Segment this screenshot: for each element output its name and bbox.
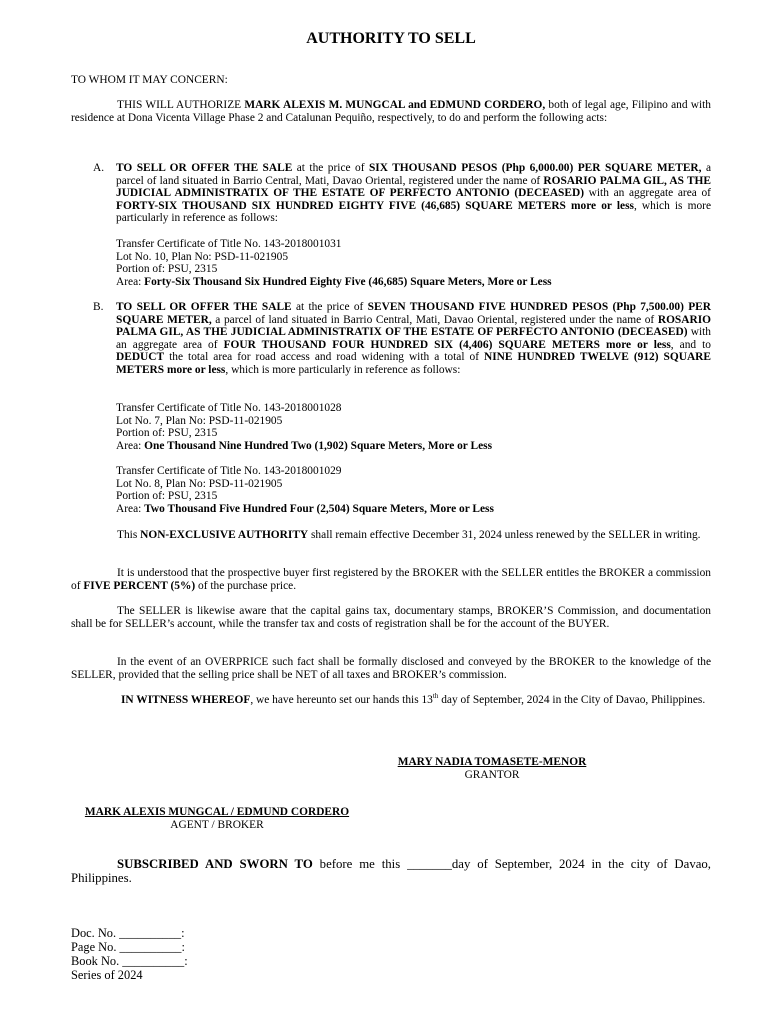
- authorized-persons: MARK ALEXIS M. MUNGCAL and EDMUND CORDERO,: [244, 99, 546, 111]
- portion: Portion of: PSU, 2315: [116, 490, 218, 503]
- sworn-paragraph: SUBSCRIBED AND SWORN TO before me this _______day of September, 2024 in the city of Davao, Philippines.: [71, 857, 711, 886]
- lot-number: Lot No. 7, Plan No: PSD-11-021905: [116, 414, 283, 427]
- lot-number: Lot No. 10, Plan No: PSD-11-021905: [116, 250, 289, 263]
- list-marker-b: B.: [93, 301, 104, 313]
- witness-paragraph: IN WITNESS WHEREOF, we have hereunto set our hands this 13th day of September, 2024 in the City of Davao, Philippines.: [121, 692, 706, 706]
- area: Area: Forty-Six Thousand Six Hundred Eighty Five (46,685) Square Meters, More or Less: [116, 275, 552, 288]
- grantor-role: GRANTOR: [464, 769, 520, 781]
- commission-paragraph: It is understood that the prospective buyer first registered by the BROKER with the SELLER entitles the BROKER a commission of FIVE PERCENT (5%) of the purchase price.: [71, 567, 711, 592]
- area: Area: One Thousand Nine Hundred Two (1,902) Square Meters, More or Less: [116, 439, 493, 452]
- intro-paragraph: THIS WILL AUTHORIZE MARK ALEXIS M. MUNGCAL and EDMUND CORDERO, both of legal age, Filipino and with residence at Dona Vicenta Village Phase 2 and Catalunan Pequiño, respectively, to do and perform the following acts:: [71, 99, 712, 124]
- area: Area: Two Thousand Five Hundred Four (2,504) Square Meters, More or Less: [116, 502, 494, 515]
- lot-number: Lot No. 8, Plan No: PSD-11-021905: [116, 477, 283, 490]
- agent-name: MARK ALEXIS MUNGCAL / EDMUND CORDERO: [84, 806, 350, 818]
- series: Series of 2024: [71, 968, 143, 982]
- book-number: Book No. __________:: [71, 954, 188, 968]
- title-number: Transfer Certificate of Title No. 143-2018001028: [116, 402, 342, 414]
- overprice-paragraph: In the event of an OVERPRICE such fact shall be formally disclosed and conveyed by the BROKER to the knowledge of the SELLER, provided that the selling price shall be NET of all taxes and BROKER’s commission.: [71, 656, 711, 681]
- title-number: Transfer Certificate of Title No. 143-2018001031: [116, 238, 342, 250]
- notary-block: [71, 926, 188, 982]
- item-b-lot7-details: [116, 402, 711, 452]
- grantor-name: MARY NADIA TOMASETE-MENOR: [397, 756, 587, 768]
- list-marker-a: A.: [93, 162, 105, 174]
- item-b-text: TO SELL OR OFFER THE SALE at the price of SEVEN THOUSAND FIVE HUNDRED PESOS (Php 7,500.00) PER SQUARE METER, a parcel of land situated in Barrio Central, Mati, Davao Oriental, registered under the name of ROSARIO PALMA GIL, AS THE JUDICIAL ADMINISTRATIX OF THE ESTATE OF PERFECTO ANTONIO (DECEASED) with an aggregate area of FOUR THOUSAND FOUR HUNDRED SIX (4,406) SQUARE METERS more or less, and to DEDUCT the total area for road access and road widening with a total of NINE HUNDRED TWELVE (912) SQUARE METERS more or less, which is more particularly in reference as follows:: [116, 301, 712, 376]
- item-a-title-details: [116, 238, 711, 288]
- document-title: AUTHORITY TO SELL: [306, 30, 476, 47]
- item-a-text: TO SELL OR OFFER THE SALE at the price of SIX THOUSAND PESOS (Php 6,000.00) PER SQUARE METER, a parcel of land situated in Barrio Central, Mati, Davao Oriental, registered under the name of ROSARIO PALMA GIL, AS THE JUDICIAL ADMINISTRATIX OF THE ESTATE OF PERFECTO ANTONIO (DECEASED) with an aggregate area of FORTY-SIX THOUSAND SIX HUNDRED EIGHTY FIVE (46,685) SQUARE METERS more or less, which is more particularly in reference as follows:: [116, 162, 712, 225]
- portion: Portion of: PSU, 2315: [116, 427, 218, 440]
- item-b-lot8-details: [116, 465, 711, 515]
- authority-paragraph: This NON-EXCLUSIVE AUTHORITY shall remain effective December 31, 2024 unless renewed by the SELLER in writing.: [117, 529, 701, 541]
- portion: Portion of: PSU, 2315: [116, 263, 218, 276]
- taxes-paragraph: The SELLER is likewise aware that the capital gains tax, documentary stamps, BROKER’S Commission, and documentation shall be for SELLER’s account, while the transfer tax and costs of registration shall be for the account of the BUYER.: [71, 605, 711, 630]
- agent-role: AGENT / BROKER: [170, 819, 264, 831]
- title-number: Transfer Certificate of Title No. 143-2018001029: [116, 465, 342, 477]
- salutation: TO WHOM IT MAY CONCERN:: [71, 74, 228, 86]
- page-number: Page No. __________:: [71, 940, 185, 954]
- doc-number: Doc. No. __________:: [71, 926, 185, 940]
- grantor-signature-block: [388, 756, 596, 782]
- agent-signature-block: [71, 806, 363, 832]
